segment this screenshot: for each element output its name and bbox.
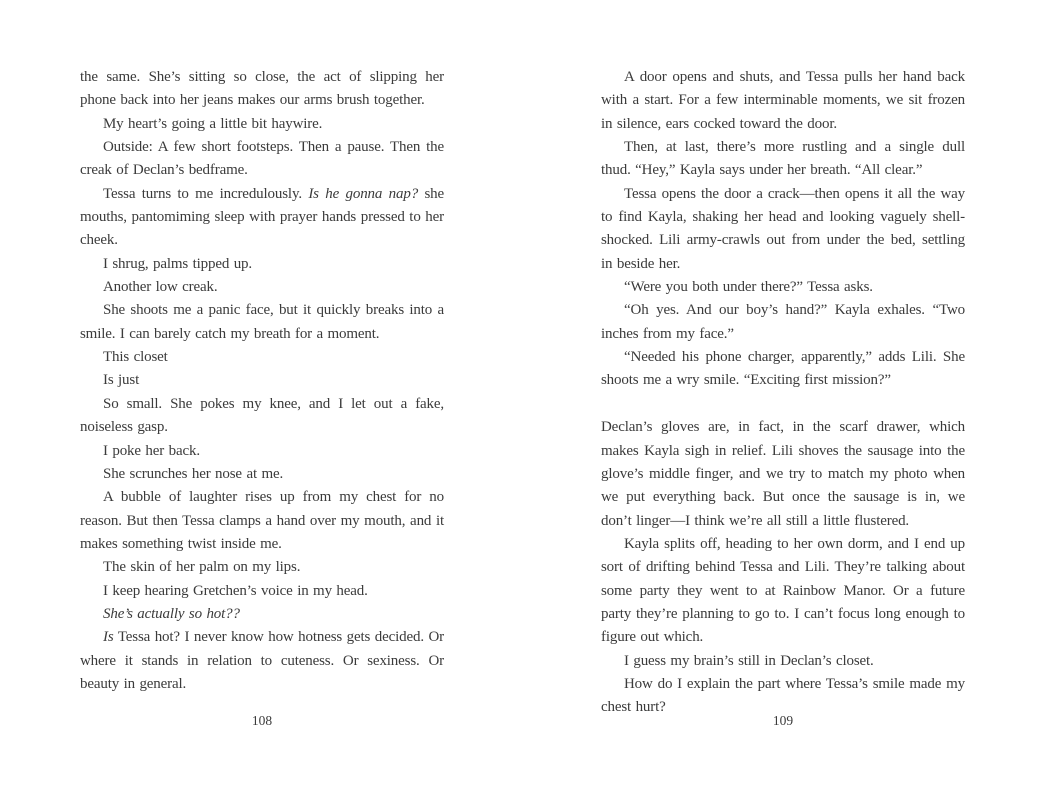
text-segment: Tessa opens the door a crack—then opens it all the way to find Kayla, shaking her head and looking vaguely shell-shocked. Lili army-crawls out from under the bed, settling in beside her. — [601, 185, 965, 272]
paragraph — [80, 626, 444, 696]
paragraph — [80, 136, 444, 183]
text-segment: I guess my brain’s still in Declan’s closet. — [624, 652, 874, 669]
paragraph — [80, 66, 444, 113]
text-segment: A bubble of laughter rises up from my chest for no reason. But then Tessa clamps a hand over my mouth, and it makes something twist inside me. — [80, 489, 444, 552]
text-segment: “Needed his phone charger, apparently,” adds Lili. She shoots me a wry smile. “Exciting first mission?” — [601, 349, 965, 389]
text-segment: Tessa hot? I never know how hotness gets decided. Or where it stands in relation to cuteness. Or sexiness. Or beauty in general. — [80, 629, 444, 692]
paragraph — [601, 533, 965, 650]
text-segment: This closet — [103, 349, 168, 366]
text-segment: the same. She’s sitting so close, the act of slipping her phone back into her jeans makes our arms brush together. — [80, 69, 444, 109]
italic-text-segment: Is he gonna nap? — [308, 185, 419, 202]
text-segment: I poke her back. — [103, 442, 200, 459]
paragraph — [80, 276, 444, 299]
paragraph — [601, 299, 965, 346]
book-page-left-text — [80, 66, 444, 696]
text-segment: So small. She pokes my knee, and I let out a fake, noiseless gasp. — [80, 395, 444, 436]
paragraph — [80, 299, 444, 346]
paragraph — [601, 66, 965, 136]
text-segment: Is just — [103, 372, 140, 389]
paragraph — [601, 346, 965, 393]
paragraph — [80, 580, 444, 603]
paragraph — [80, 183, 444, 253]
paragraph — [80, 486, 444, 556]
paragraph — [80, 346, 444, 369]
text-segment: A door opens and shuts, and Tessa pulls her hand back with a start. For a few interminable moments, we sit frozen in silence, ears cocked toward the door. — [601, 69, 965, 132]
text-segment: she mouths, pantomiming sleep with prayer hands pressed to her cheek. — [80, 185, 444, 249]
paragraph — [601, 650, 965, 673]
italic-text-segment: She’s actually so hot?? — [103, 605, 240, 622]
book-page-right-text — [601, 66, 965, 720]
paragraph — [80, 440, 444, 463]
text-segment: “Oh yes. And our boy’s hand?” Kayla exhales. “Two inches from my face.” — [601, 302, 965, 342]
text-segment: How do I explain the part where Tessa’s smile made my chest hurt? — [601, 675, 965, 716]
paragraph — [601, 136, 965, 183]
text-segment: My heart’s going a little bit haywire. — [103, 115, 323, 132]
page-number-right: 109 — [772, 713, 794, 728]
paragraph — [601, 183, 965, 276]
paragraph — [80, 463, 444, 486]
paragraph — [80, 556, 444, 579]
page-number-left: 108 — [251, 713, 273, 728]
text-segment: She shoots me a panic face, but it quickly breaks into a smile. I can barely catch my breath for a moment. — [80, 302, 444, 342]
paragraph — [601, 416, 965, 533]
paragraph — [80, 253, 444, 276]
text-segment: “Were you both under there?” Tessa asks. — [624, 279, 873, 296]
text-segment: She scrunches her nose at me. — [103, 465, 284, 482]
paragraph — [80, 369, 444, 392]
paragraph — [80, 393, 444, 440]
italic-text-segment: Is — [103, 629, 114, 646]
text-segment: Outside: A few short footsteps. Then a pause. Then the creak of Declan’s bedframe. — [80, 139, 444, 179]
paragraph — [601, 276, 965, 299]
text-segment: Then, at last, there’s more rustling and a single dull thud. “Hey,” Kayla says under her breath. “All clear.” — [601, 139, 965, 179]
text-segment: I keep hearing Gretchen’s voice in my head. — [103, 582, 368, 599]
text-segment: Another low creak. — [103, 279, 218, 296]
text-segment: Declan’s gloves are, in fact, in the scarf drawer, which makes Kayla sigh in relief. Lili shoves the sausage into the glove’s middle finger, and we try to match my photo when we put everything back. But once the sausage is in, we don’t linger—I think we’re all still a little flustered. — [601, 419, 965, 529]
text-segment: Tessa turns to me incredulously. — [103, 185, 309, 202]
paragraph — [80, 603, 444, 626]
text-segment: Kayla splits off, heading to her own dorm, and I end up sort of drifting behind Tessa and Lili. They’re talking about some party they went to at Rainbow Manor. Or a future party they’re planning to go to. I can’t focus long enough to figure out which. — [601, 535, 965, 646]
text-segment: The skin of her palm on my lips. — [103, 559, 301, 576]
text-segment: I shrug, palms tipped up. — [103, 255, 253, 272]
paragraph — [80, 113, 444, 136]
